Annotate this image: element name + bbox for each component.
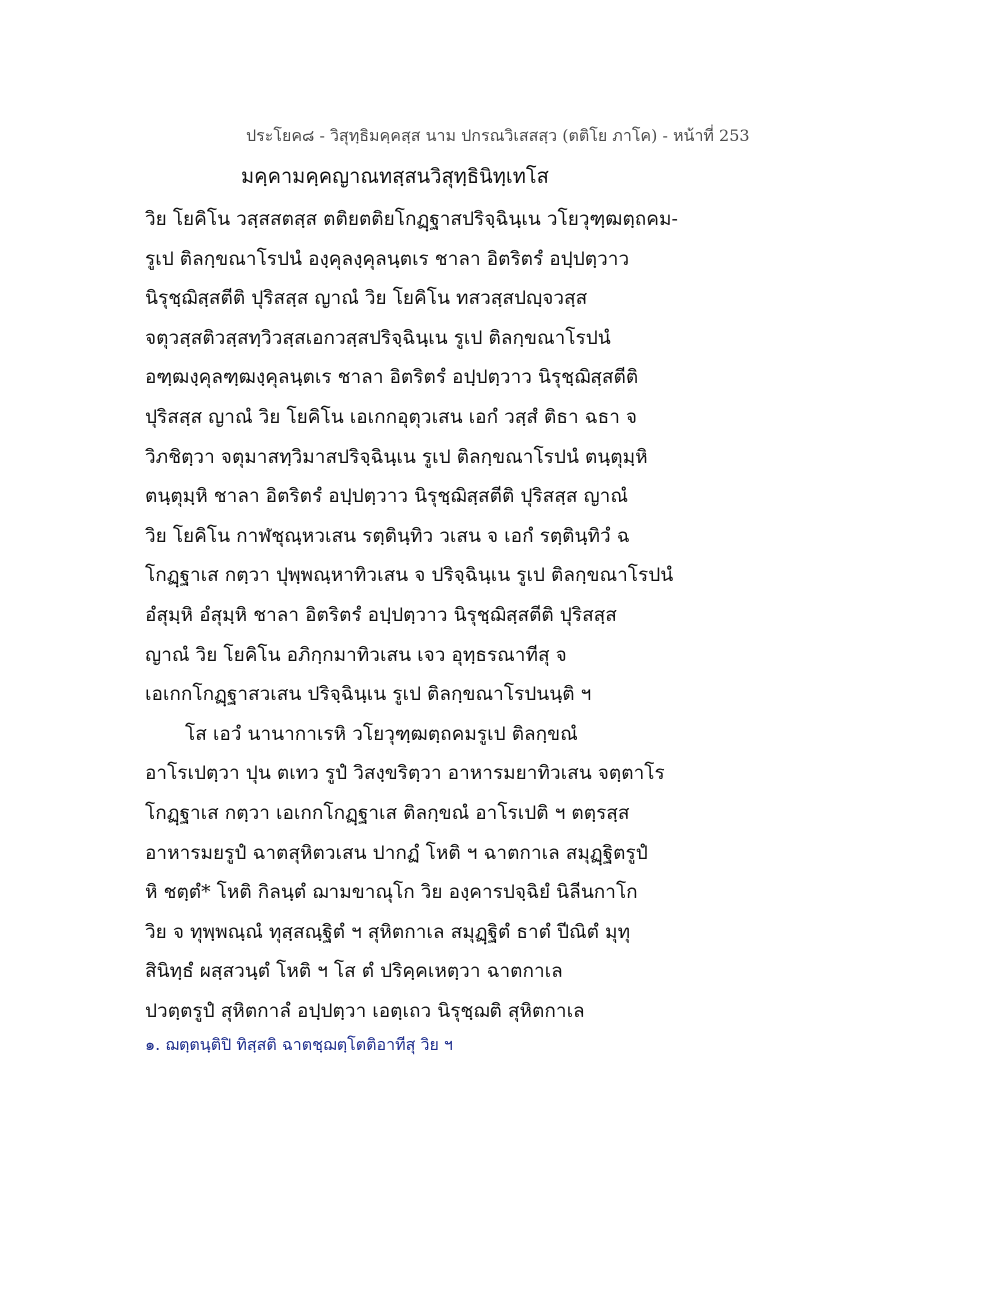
body-line: อาโรเปตฺวา ปุน ตเทว รูปํ วิสงฺขริตฺวา อาหารมยาทิวเสน จตฺตาโร xyxy=(145,762,665,785)
body-line: ปุริสสฺส ญาณํ วิย โยคิโน เอเกกอุตุวเสน เอกํ วสฺสํ ติธา ฉธา จ xyxy=(145,405,638,428)
body-line: วิย จ ทุพฺพณฺณํ ทุสฺสณฺฐิตํ ฯ สุหิตกาเล สมุฏฺฐิตํ ธาตํ ปีณิตํ มุทุ xyxy=(145,920,631,943)
body-line: จตุวสฺสติวสฺสทฺวิวสฺสเอกวสฺสปริจฺฉินฺเน รูเป ติลกฺขณาโรปนํ xyxy=(145,326,611,349)
body-line: วิย โยคิโน วสฺสสตสฺส ตติยตติยโกฏฺฐาสปริจฺฉินฺเน วโยวุฑฺฒตฺถคม- xyxy=(145,208,678,230)
body-line: อํสุมฺหิ อํสุมฺหิ ชาลา อิตริตรํ อปฺปตฺวาว นิรุชฺฌิสฺสตีติ ปุริสสฺส xyxy=(145,603,617,626)
body-line: ปวตฺตรูปํ สุหิตกาลํ อปฺปตฺวา เอตฺเถว นิรุชฺฌติ สุหิตกาเล xyxy=(145,999,585,1022)
body-line: นิรุชฺฌิสฺสตีติ ปุริสสฺส ญาณํ วิย โยคิโน ทสวสฺสปญฺจวสฺส xyxy=(145,287,588,310)
body-line: รูเป ติลกฺขณาโรปนํ องฺคุลงฺคุลนฺตเร ชาลา อิตริตรํ อปฺปตฺวาว xyxy=(145,247,630,270)
body-line: สินิทฺธํ ผสฺสวนฺตํ โหติ ฯ โส ตํ ปริคฺคเหตฺวา ฉาตกาเล xyxy=(145,960,563,983)
body-line: ญาณํ วิย โยคิโน อภิกฺกมาทิวเสน เจว อุทฺธรณาทีสุ จ xyxy=(145,643,567,666)
body-line: โกฏฺฐาเส กตฺวา เอเกกโกฏฺฐาเส ติลกฺขณํ อาโรเปติ ฯ ตตฺรสฺส xyxy=(145,801,630,824)
body-line: หิ ชตฺตํ* โหติ กิลนฺตํ ฌามขาณุโก วิย องฺคารปจฺฉิยํ นิลีนกาโก xyxy=(145,881,638,904)
body-line: อาหารมยรูปํ ฉาตสุหิตวเสน ปากฏํ โหติ ฯ ฉาตกาเล สมุฏฺฐิตรูปํ xyxy=(145,841,648,864)
section-title: มคฺคามคฺคญาณทสฺสนวิสุทฺธินิทฺเทโส xyxy=(241,164,549,188)
body-line: โกฏฺฐาเส กตฺวา ปุพฺพณฺหาทิวเสน จ ปริจฺฉินฺเน รูเป ติลกฺขณาโรปนํ xyxy=(145,564,674,587)
body-line: ตนฺตุมฺหิ ชาลา อิตริตรํ อปฺปตฺวาว นิรุชฺฌิสฺสตีติ ปุริสสฺส ญาณํ xyxy=(145,485,628,508)
body-line: อฑฺฒงฺคุลฑฺฒงฺคุลนฺตเร ชาลา อิตริตรํ อปฺปตฺวาว นิรุชฺฌิสฺสตีติ xyxy=(145,366,639,389)
footnote: ๑. ฌตฺตนฺติปิ ทิสฺสติ ฉาตชฺฌตฺโตติอาทีสุ วิย ฯ xyxy=(145,1035,453,1054)
running-header: ประโยค๘ - วิสุทฺธิมคฺคสฺส นาม ปกรณวิเสสสฺว (ตติโย ภาโค) - หน้าที่ 253 xyxy=(246,126,750,145)
paragraph-start-line: โส เอวํ นานากาเรหิ วโยวุฑฺฒตฺถคมรูเป ติลกฺขณํ xyxy=(185,722,578,745)
body-line: วิย โยคิโน กาฬชุณฺหวเสน รตฺตินฺทิว วเสน จ เอกํ รตฺตินฺทิวํ ฉ xyxy=(145,524,630,547)
body-line: เอเกกโกฏฺฐาสวเสน ปริจฺฉินฺเน รูเป ติลกฺขณาโรปนนฺติ ฯ xyxy=(145,683,592,706)
body-line: วิภชิตฺวา จตุมาสทฺวิมาสปริจฺฉินฺเน รูเป ติลกฺขณาโรปนํ ตนฺตุมฺหิ xyxy=(145,445,648,468)
body-text xyxy=(145,200,685,1031)
